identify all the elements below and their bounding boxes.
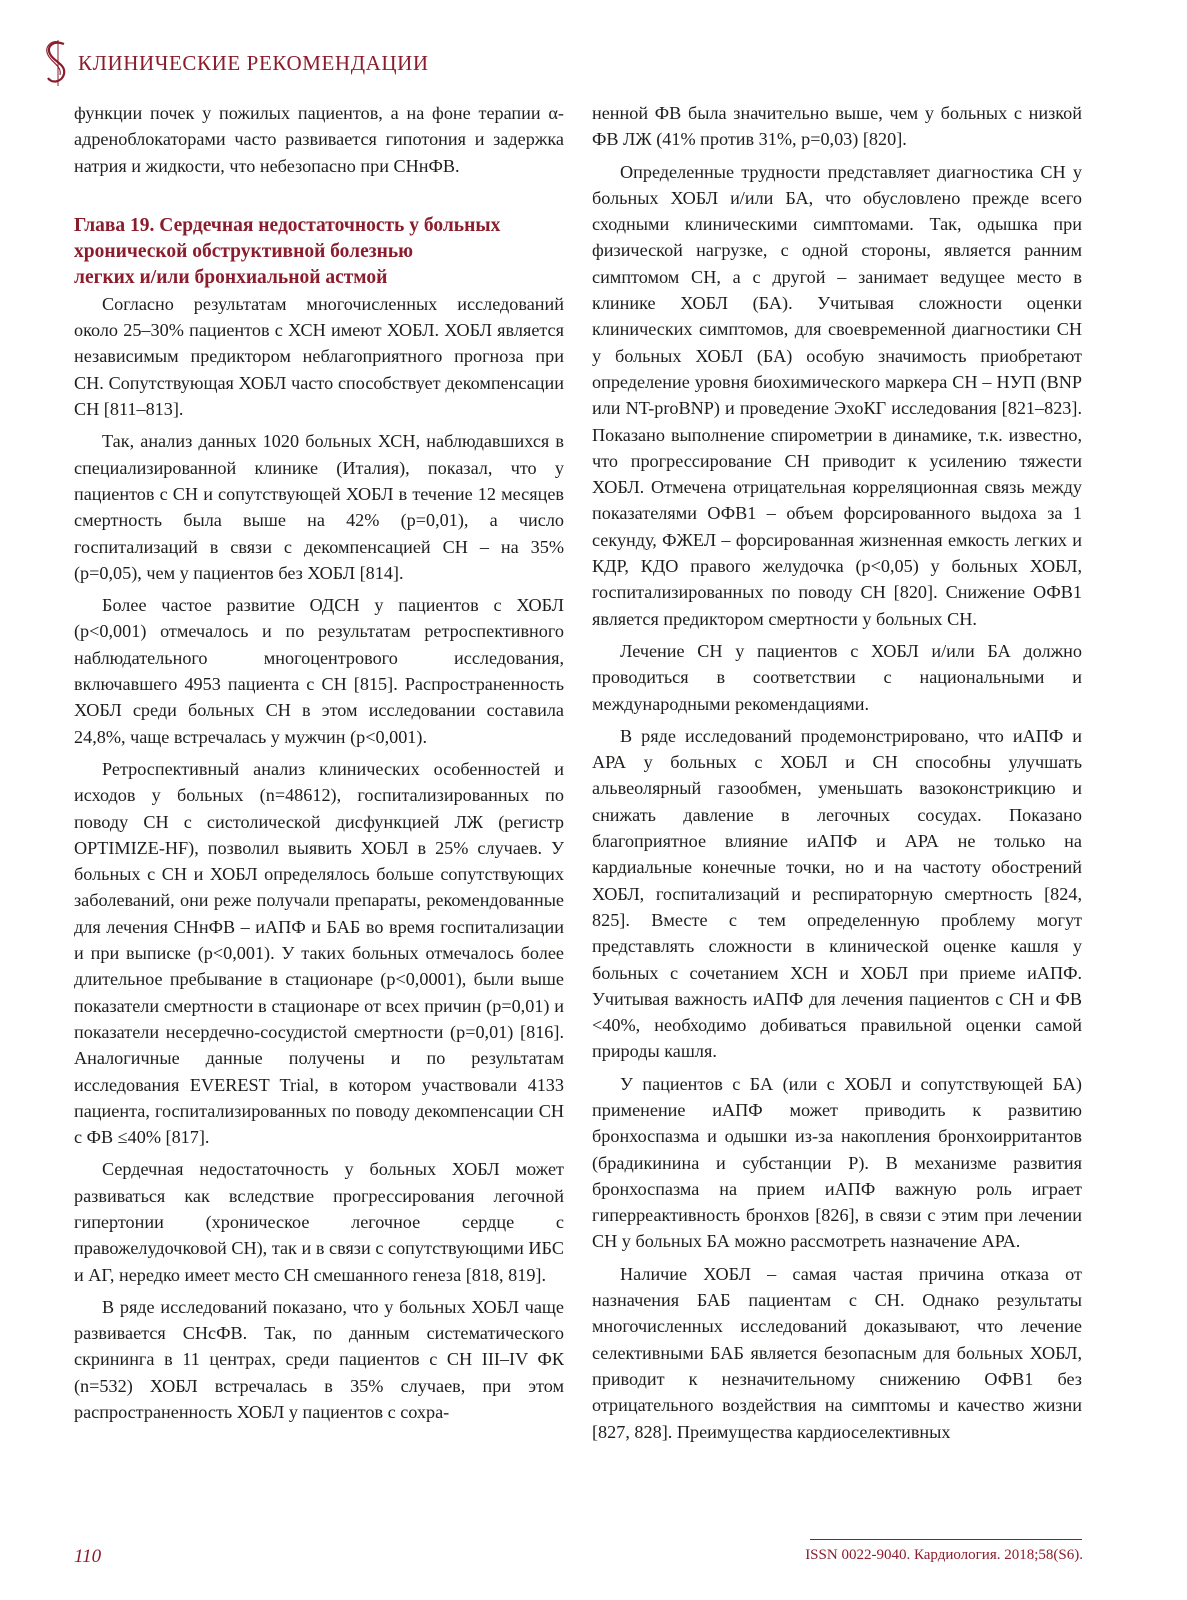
- section-title: КЛИНИЧЕСКИЕ РЕКОМЕНДАЦИИ: [78, 50, 429, 75]
- chapter-title: [74, 213, 564, 291]
- paragraph: В ряде исследований продемонстрировано, что иАПФ и АРА у больных с ХОБЛ и СН способны улучшать альвеолярный газообмен, уменьшать вазоконстрикцию и снижать давление в легочных сосудах. Показано благоприятное влияние иАПФ и АРА не только на кардиальные конечные точки, но и на частоту обострений ХОБЛ, госпитализаций и респираторную смертность [824, 825]. Вместе с тем определенную проблему могут представлять сложности в клинической оценке кашля у больных с сочетанием ХСН и ХОБЛ при приеме иАПФ. Учитывая важность иАПФ для лечения пациентов с СН и ФВ <40%, необходимо добиваться правильной оценки самой природы кашля.: [592, 725, 1082, 1062]
- paragraph: Более частое развитие ОДСН у пациентов с ХОБЛ (p<0,001) отмечалось и по результатам ретроспективного наблюдательного многоцентрового исследования, включавшего 4953 пациента с СН [815]. Распространенность ХОБЛ среди больных СН в этом исследовании составила 24,8%, чаще встречалась у мужчин (p<0,001).: [74, 595, 564, 747]
- journal-citation: ISSN 0022-9040. Кардиология. 2018;58(S6).: [805, 1547, 1083, 1563]
- paragraph: Так, анализ данных 1020 больных ХСН, наблюдавшихся в специализированной клинике (Италия), показал, что у пациентов с СН и сопутствующей ХОБЛ в течение 12 месяцев смертность была выше на 42% (p=0,01), а число госпитализаций в связи с декомпенсацией СН – на 35% (p=0,05), чем у пациентов без ХОБЛ [814].: [74, 431, 564, 583]
- left-column: [74, 100, 564, 1425]
- journal-s-logo-icon: [40, 38, 76, 88]
- paragraph: функции почек у пожилых пациентов, а на фоне терапии α-адреноблокаторами часто развивается гипотония и задержка натрия и жидкости, что небезопасно при СНнФВ.: [74, 103, 564, 176]
- paragraph: Сердечная недостаточность у больных ХОБЛ может развиваться как вследствие прогрессирования легочной гипертонии (хроническое легочное сердце с правожелудочковой СН), так и в связи с сопутствующими ИБС и АГ, нередко имеет место СН смешанного генеза [818, 819].: [74, 1159, 564, 1285]
- chapter-title-line: хронической обструктивной болезнью: [74, 240, 414, 262]
- footer-divider: [810, 1539, 1082, 1540]
- right-column: [592, 100, 1082, 1445]
- paragraph: Согласно результатам многочисленных исследований около 25–30% пациентов с ХСН имеют ХОБЛ. ХОБЛ является независимым предиктором неблагоприятного прогноза при СН. Сопутствующая ХОБЛ часто способствует декомпенсации СН [811–813].: [74, 293, 564, 420]
- page-number: 110: [74, 1546, 102, 1567]
- chapter-title-line: Глава 19. Сердечная недостаточность у больных: [74, 214, 501, 236]
- paragraph: Определенные трудности представляет диагностика СН у больных ХОБЛ и/или БА, что обусловлено прежде всего сходными клиническими симптомами. Так, одышка при физической нагрузке, с одной стороны, является ранним симптомом СН, а с другой – занимает ведущее место в клинике ХОБЛ (БА). Учитывая сложности оценки клинических симптомов, для своевременной диагностики СН у больных ХОБЛ (БА) особую значимость приобретают определение уровня биохимического маркера СН – НУП (BNP или NT-proBNP) и проведение ЭхоКГ исследования [821–823]. Показано выполнение спирометрии в динамике, т.к. известно, что прогрессирование СН приводит к усилению тяжести ХОБЛ. Отмечена отрицательная корреляционная связь между показателями ОФВ1 – объем форсированного выдоха за 1 секунду, ФЖЕЛ – форсированная жизненная емкость легких и КДР, КДО правого желудочка (p<0,05) у больных ХОБЛ, госпитализированных по поводу СН [820]. Снижение ОФВ1 является предиктором смертности у больных СН.: [592, 161, 1082, 629]
- paragraph: В ряде исследований показано, что у больных ХОБЛ чаще развивается СНсФВ. Так, по данным систематического скрининга в 11 центрах, среди пациентов с СН III–IV ФК (n=532) ХОБЛ встречалась в 35% случаев, при этом распространенность ХОБЛ у пациентов с сохра-: [74, 1296, 564, 1423]
- paragraph: ненной ФВ была значительно выше, чем у больных с низкой ФВ ЛЖ (41% против 31%, p=0,03) [820].: [592, 103, 1082, 150]
- chapter-title-line: легких и/или бронхиальной астмой: [74, 266, 388, 288]
- paragraph: У пациентов с БА (или с ХОБЛ и сопутствующей БА) применение иАПФ может приводить к развитию бронхоспазма и одышки из-за накопления бронхоирритантов (брадикинина и субстанции Р). В механизме развития бронхоспазма на прием иАПФ важную роль играет гиперреактивность бронхов [826], в связи с этим при лечении СН у больных БА можно рассмотреть назначение АРА.: [592, 1073, 1082, 1252]
- page-header: [40, 38, 429, 88]
- paragraph: Наличие ХОБЛ – самая частая причина отказа от назначения БАБ пациентам с СН. Однако результаты многочисленных исследований доказывают, что лечение селективными БАБ является безопасным для больных ХОБЛ, приводит к незначительному снижению ОФВ1 без отрицательного воздействия на симптомы и качество жизни [827, 828]. Преимущества кардиоселективных: [592, 1263, 1082, 1442]
- paragraph: Ретроспективный анализ клинических особенностей и исходов у больных (n=48612), госпитализированных по поводу СН с систолической дисфункцией ЛЖ (регистр OPTIMIZE-HF), позволил выявить ХОБЛ в 25% случаев. У больных с СН и ХОБЛ определялось больше сопутствующих заболеваний, они реже получали препараты, рекомендованные для лечения СНнФВ – иАПФ и БАБ во время госпитализации и при выписке (p<0,001). У таких больных отмечалось более длительное пребывание в стационаре (p<0,0001), были выше показатели смертности в стационаре от всех причин (p=0,01) и показатели несердечно-сосудистой смертности (p=0,01) [816]. Аналогичные данные получены и по результатам исследования EVEREST Trial, в котором участвовали 4133 пациента, госпитализированных по поводу декомпенсации СН с ФВ ≤40% [817].: [74, 758, 564, 1148]
- paragraph: Лечение СН у пациентов с ХОБЛ и/или БА должно проводиться в соответствии с национальными и международными рекомендациями.: [592, 640, 1082, 714]
